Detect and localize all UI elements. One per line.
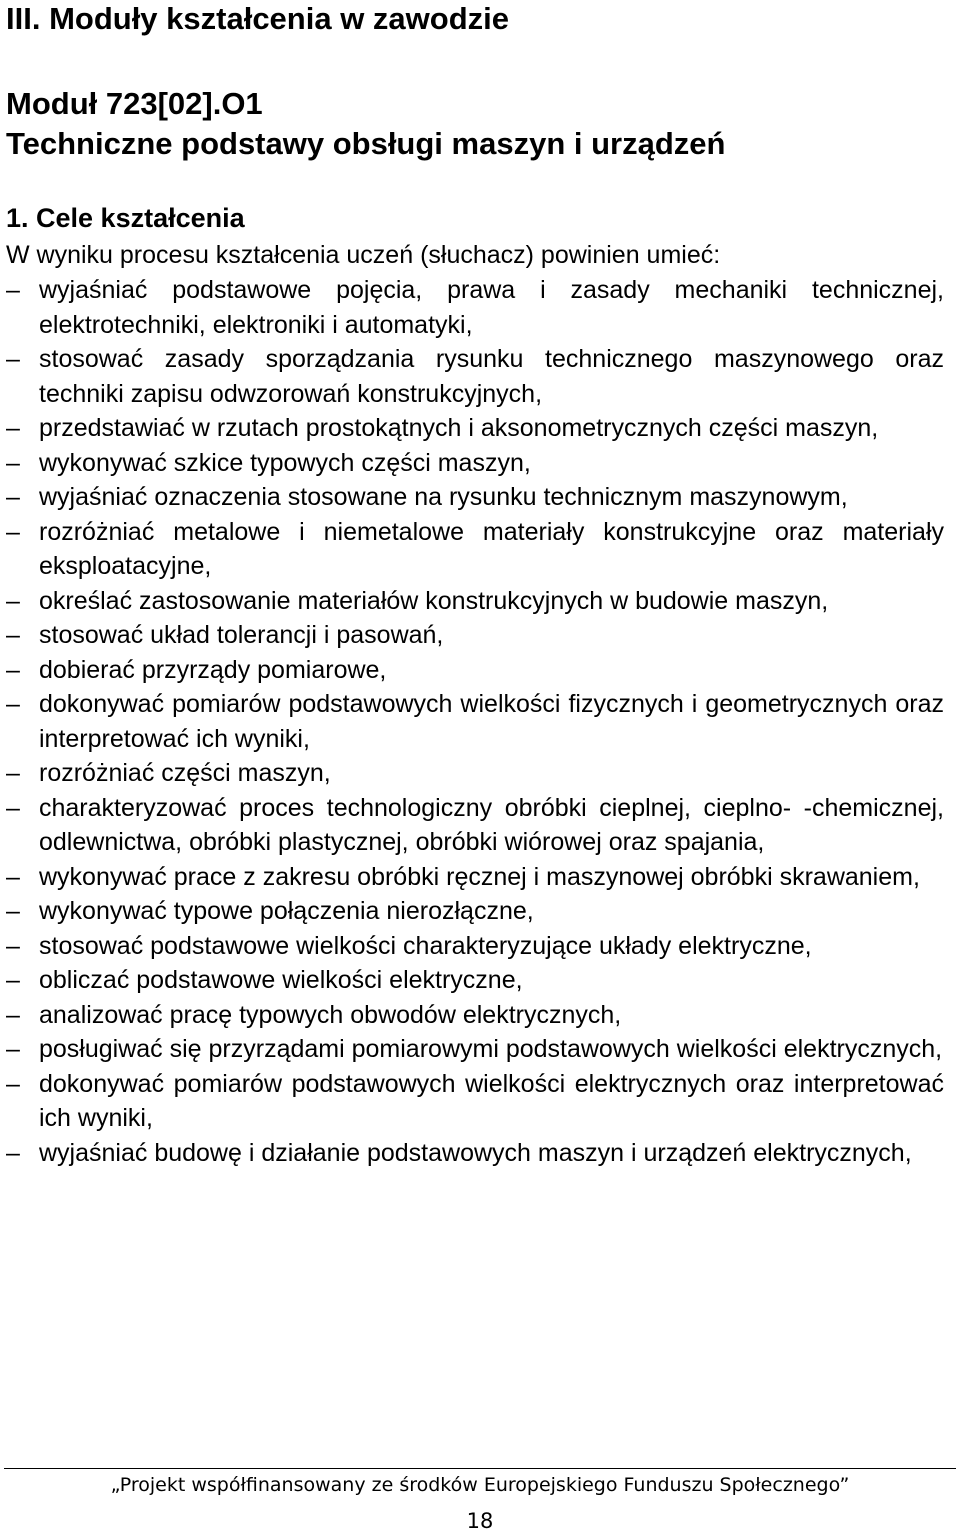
goals-list xyxy=(6,273,944,1170)
list-item: – wykonywać prace z zakresu obróbki ręcznej i maszynowej obróbki skrawaniem, xyxy=(6,860,944,895)
dash-bullet: – xyxy=(6,621,20,649)
list-item: – wyjaśniać oznaczenia stosowane na rysunku technicznym maszynowym, xyxy=(6,480,944,515)
dash-bullet: – xyxy=(6,759,20,787)
list-item: – określać zastosowanie materiałów konstrukcyjnych w budowie maszyn, xyxy=(6,584,944,619)
dash-bullet: – xyxy=(6,793,20,822)
list-item: – dokonywać pomiarów podstawowych wielkości fizycznych i geometrycznych oraz interpretować ich wyniki, xyxy=(6,687,944,756)
list-item: – rozróżniać części maszyn, xyxy=(6,756,944,791)
dash-bullet: – xyxy=(6,448,20,477)
list-item: – wykonywać szkice typowych części maszyn, xyxy=(6,446,944,481)
module-heading xyxy=(6,84,725,164)
module-title: Techniczne podstawy obsługi maszyn i urządzeń xyxy=(6,126,726,161)
dash-bullet: – xyxy=(6,897,20,925)
goals-intro: W wyniku procesu kształcenia uczeń (słuchacz) powinien umieć: xyxy=(6,241,721,269)
dash-bullet: – xyxy=(6,862,20,891)
list-item: – stosować układ tolerancji i pasowań, xyxy=(6,618,944,653)
dash-bullet: – xyxy=(6,483,20,511)
dash-bullet: – xyxy=(6,276,20,304)
goals-heading: 1. Cele kształcenia xyxy=(6,203,245,233)
dash-bullet: – xyxy=(6,655,20,684)
dash-bullet: – xyxy=(6,690,20,718)
dash-bullet: – xyxy=(6,1035,20,1063)
section-heading: III. Moduły kształcenia w zawodzie xyxy=(6,1,510,36)
list-item: – wykonywać typowe połączenia nierozłączne, xyxy=(6,894,944,929)
dash-bullet: – xyxy=(6,414,20,442)
dash-bullet: – xyxy=(6,1138,20,1167)
list-item: – dokonywać pomiarów podstawowych wielkości elektrycznych oraz interpretować ich wyniki, xyxy=(6,1067,944,1136)
footer-text: „Projekt współfinansowany ze środków Europejskiego Funduszu Społecznego” xyxy=(110,1474,850,1496)
dash-bullet: – xyxy=(6,1000,20,1029)
list-item: – rozróżniać metalowe i niemetalowe materiały konstrukcyjne oraz materiały eksploatacyjne, xyxy=(6,515,944,584)
footer-divider xyxy=(4,1468,956,1469)
list-item: – stosować podstawowe wielkości charakteryzujące układy elektryczne, xyxy=(6,929,944,964)
list-item: – wyjaśniać podstawowe pojęcia, prawa i zasady mechaniki technicznej, elektrotechniki, elektroniki i automatyki, xyxy=(6,273,944,342)
dash-bullet: – xyxy=(6,966,20,994)
dash-bullet: – xyxy=(6,586,20,615)
list-item: – dobierać przyrządy pomiarowe, xyxy=(6,653,944,688)
list-item: – stosować zasady sporządzania rysunku technicznego maszynowego oraz techniki zapisu odwzorowań konstrukcyjnych, xyxy=(6,342,944,411)
list-item: – analizować pracę typowych obwodów elektrycznych, xyxy=(6,998,944,1033)
list-item: – przedstawiać w rzutach prostokątnych i aksonometrycznych części maszyn, xyxy=(6,411,944,446)
page-number: 18 xyxy=(466,1509,494,1533)
list-item: – wyjaśniać budowę i działanie podstawowych maszyn i urządzeń elektrycznych, xyxy=(6,1136,944,1171)
dash-bullet: – xyxy=(6,345,20,373)
list-item: – posługiwać się przyrządami pomiarowymi podstawowych wielkości elektrycznych, xyxy=(6,1032,944,1067)
dash-bullet: – xyxy=(6,931,20,960)
module-code: Moduł 723[02].O1 xyxy=(6,86,263,121)
dash-bullet: – xyxy=(6,1069,20,1098)
list-item: – charakteryzować proces technologiczny obróbki cieplnej, cieplno- -chemicznej, odlewnictwa, obróbki plastycznej, obróbki wiórowej oraz spajania, xyxy=(6,791,944,860)
dash-bullet: – xyxy=(6,517,20,546)
list-item: – obliczać podstawowe wielkości elektryczne, xyxy=(6,963,944,998)
